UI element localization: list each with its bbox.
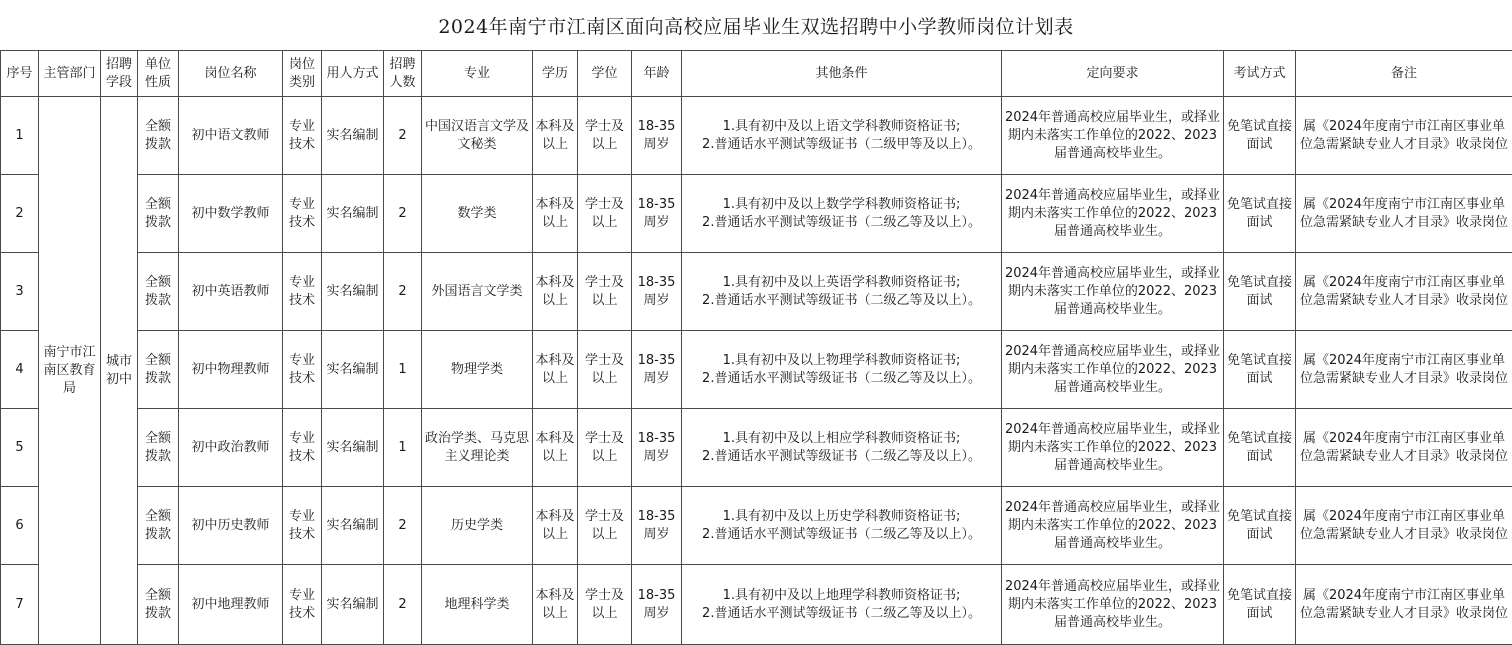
- condition-line-2: 2.普通话水平测试等级证书（二级乙等及以上）。: [684, 526, 999, 544]
- cell-education: 本科及以上: [533, 409, 578, 487]
- cell-category: 专业技术: [283, 97, 322, 175]
- cell-requirement: 2024年普通高校应届毕业生，或择业期内未落实工作单位的2022、2023届普通高校毕业生。: [1002, 331, 1224, 409]
- cell-requirement: 2024年普通高校应届毕业生，或择业期内未落实工作单位的2022、2023届普通高校毕业生。: [1002, 175, 1224, 253]
- cell-major: 政治学类、马克思主义理论类: [422, 409, 533, 487]
- cell-category: 专业技术: [283, 253, 322, 331]
- cell-education: 本科及以上: [533, 175, 578, 253]
- cell-no: 2: [1, 175, 39, 253]
- cell-category: 专业技术: [283, 175, 322, 253]
- col-header-conditions: 其他条件: [682, 51, 1002, 97]
- cell-remark: 属《2024年度南宁市江南区事业单位急需紧缺专业人才目录》收录岗位: [1296, 565, 1512, 645]
- cell-degree: 学士及以上: [578, 487, 632, 565]
- cell-remark: 属《2024年度南宁市江南区事业单位急需紧缺专业人才目录》收录岗位: [1296, 175, 1512, 253]
- cell-no: 4: [1, 331, 39, 409]
- table-row: [1, 331, 1512, 409]
- condition-line-2: 2.普通话水平测试等级证书（二级乙等及以上）。: [684, 370, 999, 388]
- col-header-major: 专业: [422, 51, 533, 97]
- document-title: 2024年南宁市江南区面向高校应届毕业生双选招聘中小学教师岗位计划表: [0, 0, 1512, 50]
- cell-exam: 免笔试直接面试: [1224, 253, 1296, 331]
- cell-conditions: [682, 331, 1002, 409]
- col-header-age: 年龄: [632, 51, 682, 97]
- cell-count: 2: [384, 565, 422, 645]
- cell-count: 1: [384, 331, 422, 409]
- cell-major: 数学类: [422, 175, 533, 253]
- col-header-nature: 单位性质: [138, 51, 179, 97]
- cell-major: 中国汉语言文学及文秘类: [422, 97, 533, 175]
- cell-count: 1: [384, 409, 422, 487]
- cell-degree: 学士及以上: [578, 253, 632, 331]
- cell-method: 实名编制: [322, 97, 384, 175]
- cell-no: 3: [1, 253, 39, 331]
- condition-line-1: 1.具有初中及以上语文学科教师资格证书;: [684, 118, 999, 136]
- condition-line-1: 1.具有初中及以上地理学科教师资格证书;: [684, 587, 999, 605]
- cell-conditions: [682, 97, 1002, 175]
- condition-line-1: 1.具有初中及以上相应学科教师资格证书;: [684, 430, 999, 448]
- col-header-post: 岗位名称: [179, 51, 283, 97]
- cell-education: 本科及以上: [533, 97, 578, 175]
- cell-department: 南宁市江南区教育局: [39, 97, 101, 645]
- table-row: [1, 565, 1512, 645]
- cell-exam: 免笔试直接面试: [1224, 331, 1296, 409]
- cell-method: 实名编制: [322, 565, 384, 645]
- cell-requirement: 2024年普通高校应届毕业生，或择业期内未落实工作单位的2022、2023届普通高校毕业生。: [1002, 409, 1224, 487]
- cell-remark: 属《2024年度南宁市江南区事业单位急需紧缺专业人才目录》收录岗位: [1296, 253, 1512, 331]
- cell-nature: 全额拨款: [138, 253, 179, 331]
- col-header-department: 主管部门: [39, 51, 101, 97]
- cell-method: 实名编制: [322, 253, 384, 331]
- cell-major: 物理学类: [422, 331, 533, 409]
- col-header-degree: 学位: [578, 51, 632, 97]
- cell-no: 1: [1, 97, 39, 175]
- cell-education: 本科及以上: [533, 565, 578, 645]
- cell-nature: 全额拨款: [138, 331, 179, 409]
- col-header-stage: 招聘学段: [101, 51, 138, 97]
- table-row: [1, 253, 1512, 331]
- cell-count: 2: [384, 487, 422, 565]
- header-row: [1, 51, 1512, 97]
- cell-exam: 免笔试直接面试: [1224, 409, 1296, 487]
- cell-requirement: 2024年普通高校应届毕业生，或择业期内未落实工作单位的2022、2023届普通高校毕业生。: [1002, 565, 1224, 645]
- table-row: [1, 175, 1512, 253]
- cell-age: 18-35周岁: [632, 409, 682, 487]
- cell-method: 实名编制: [322, 175, 384, 253]
- cell-category: 专业技术: [283, 409, 322, 487]
- cell-major: 外国语言文学类: [422, 253, 533, 331]
- cell-category: 专业技术: [283, 565, 322, 645]
- cell-exam: 免笔试直接面试: [1224, 97, 1296, 175]
- condition-line-1: 1.具有初中及以上历史学科教师资格证书;: [684, 508, 999, 526]
- col-header-requirement: 定向要求: [1002, 51, 1224, 97]
- col-header-method: 用人方式: [322, 51, 384, 97]
- cell-requirement: 2024年普通高校应届毕业生，或择业期内未落实工作单位的2022、2023届普通高校毕业生。: [1002, 487, 1224, 565]
- cell-conditions: [682, 175, 1002, 253]
- table-row: [1, 409, 1512, 487]
- cell-age: 18-35周岁: [632, 565, 682, 645]
- cell-stage: 城市初中: [101, 97, 138, 645]
- cell-age: 18-35周岁: [632, 175, 682, 253]
- cell-exam: 免笔试直接面试: [1224, 565, 1296, 645]
- col-header-count: 招聘人数: [384, 51, 422, 97]
- col-header-no: 序号: [1, 51, 39, 97]
- condition-line-2: 2.普通话水平测试等级证书（二级乙等及以上）。: [684, 605, 999, 623]
- cell-remark: 属《2024年度南宁市江南区事业单位急需紧缺专业人才目录》收录岗位: [1296, 331, 1512, 409]
- cell-conditions: [682, 487, 1002, 565]
- cell-no: 7: [1, 565, 39, 645]
- cell-no: 5: [1, 409, 39, 487]
- cell-conditions: [682, 409, 1002, 487]
- cell-method: 实名编制: [322, 331, 384, 409]
- cell-count: 2: [384, 253, 422, 331]
- cell-conditions: [682, 253, 1002, 331]
- cell-post: 初中政治教师: [179, 409, 283, 487]
- col-header-remark: 备注: [1296, 51, 1512, 97]
- cell-count: 2: [384, 97, 422, 175]
- condition-line-1: 1.具有初中及以上数学学科教师资格证书;: [684, 196, 999, 214]
- cell-conditions: [682, 565, 1002, 645]
- col-header-education: 学历: [533, 51, 578, 97]
- cell-nature: 全额拨款: [138, 409, 179, 487]
- cell-remark: 属《2024年度南宁市江南区事业单位急需紧缺专业人才目录》收录岗位: [1296, 487, 1512, 565]
- cell-method: 实名编制: [322, 487, 384, 565]
- cell-nature: 全额拨款: [138, 175, 179, 253]
- cell-degree: 学士及以上: [578, 331, 632, 409]
- cell-category: 专业技术: [283, 487, 322, 565]
- cell-post: 初中物理教师: [179, 331, 283, 409]
- recruitment-plan-table: [0, 50, 1512, 645]
- condition-line-2: 2.普通话水平测试等级证书（二级甲等及以上）。: [684, 136, 999, 154]
- cell-post: 初中语文教师: [179, 97, 283, 175]
- cell-major: 历史学类: [422, 487, 533, 565]
- cell-post: 初中地理教师: [179, 565, 283, 645]
- condition-line-2: 2.普通话水平测试等级证书（二级乙等及以上）。: [684, 214, 999, 232]
- cell-requirement: 2024年普通高校应届毕业生，或择业期内未落实工作单位的2022、2023届普通高校毕业生。: [1002, 97, 1224, 175]
- cell-post: 初中数学教师: [179, 175, 283, 253]
- cell-major: 地理科学类: [422, 565, 533, 645]
- condition-line-2: 2.普通话水平测试等级证书（二级乙等及以上）。: [684, 292, 999, 310]
- cell-exam: 免笔试直接面试: [1224, 487, 1296, 565]
- cell-education: 本科及以上: [533, 331, 578, 409]
- cell-nature: 全额拨款: [138, 97, 179, 175]
- cell-nature: 全额拨款: [138, 487, 179, 565]
- cell-age: 18-35周岁: [632, 331, 682, 409]
- table-row: [1, 97, 1512, 175]
- condition-line-2: 2.普通话水平测试等级证书（二级乙等及以上）。: [684, 448, 999, 466]
- condition-line-1: 1.具有初中及以上英语学科教师资格证书;: [684, 274, 999, 292]
- cell-remark: 属《2024年度南宁市江南区事业单位急需紧缺专业人才目录》收录岗位: [1296, 409, 1512, 487]
- cell-age: 18-35周岁: [632, 253, 682, 331]
- cell-degree: 学士及以上: [578, 97, 632, 175]
- cell-remark: 属《2024年度南宁市江南区事业单位急需紧缺专业人才目录》收录岗位: [1296, 97, 1512, 175]
- cell-education: 本科及以上: [533, 253, 578, 331]
- cell-education: 本科及以上: [533, 487, 578, 565]
- cell-nature: 全额拨款: [138, 565, 179, 645]
- condition-line-1: 1.具有初中及以上物理学科教师资格证书;: [684, 352, 999, 370]
- cell-method: 实名编制: [322, 409, 384, 487]
- cell-exam: 免笔试直接面试: [1224, 175, 1296, 253]
- cell-degree: 学士及以上: [578, 565, 632, 645]
- cell-post: 初中英语教师: [179, 253, 283, 331]
- table-row: [1, 487, 1512, 565]
- cell-count: 2: [384, 175, 422, 253]
- col-header-category: 岗位类别: [283, 51, 322, 97]
- cell-age: 18-35周岁: [632, 97, 682, 175]
- col-header-exam: 考试方式: [1224, 51, 1296, 97]
- cell-age: 18-35周岁: [632, 487, 682, 565]
- cell-no: 6: [1, 487, 39, 565]
- cell-degree: 学士及以上: [578, 175, 632, 253]
- cell-requirement: 2024年普通高校应届毕业生，或择业期内未落实工作单位的2022、2023届普通高校毕业生。: [1002, 253, 1224, 331]
- cell-post: 初中历史教师: [179, 487, 283, 565]
- cell-category: 专业技术: [283, 331, 322, 409]
- cell-degree: 学士及以上: [578, 409, 632, 487]
